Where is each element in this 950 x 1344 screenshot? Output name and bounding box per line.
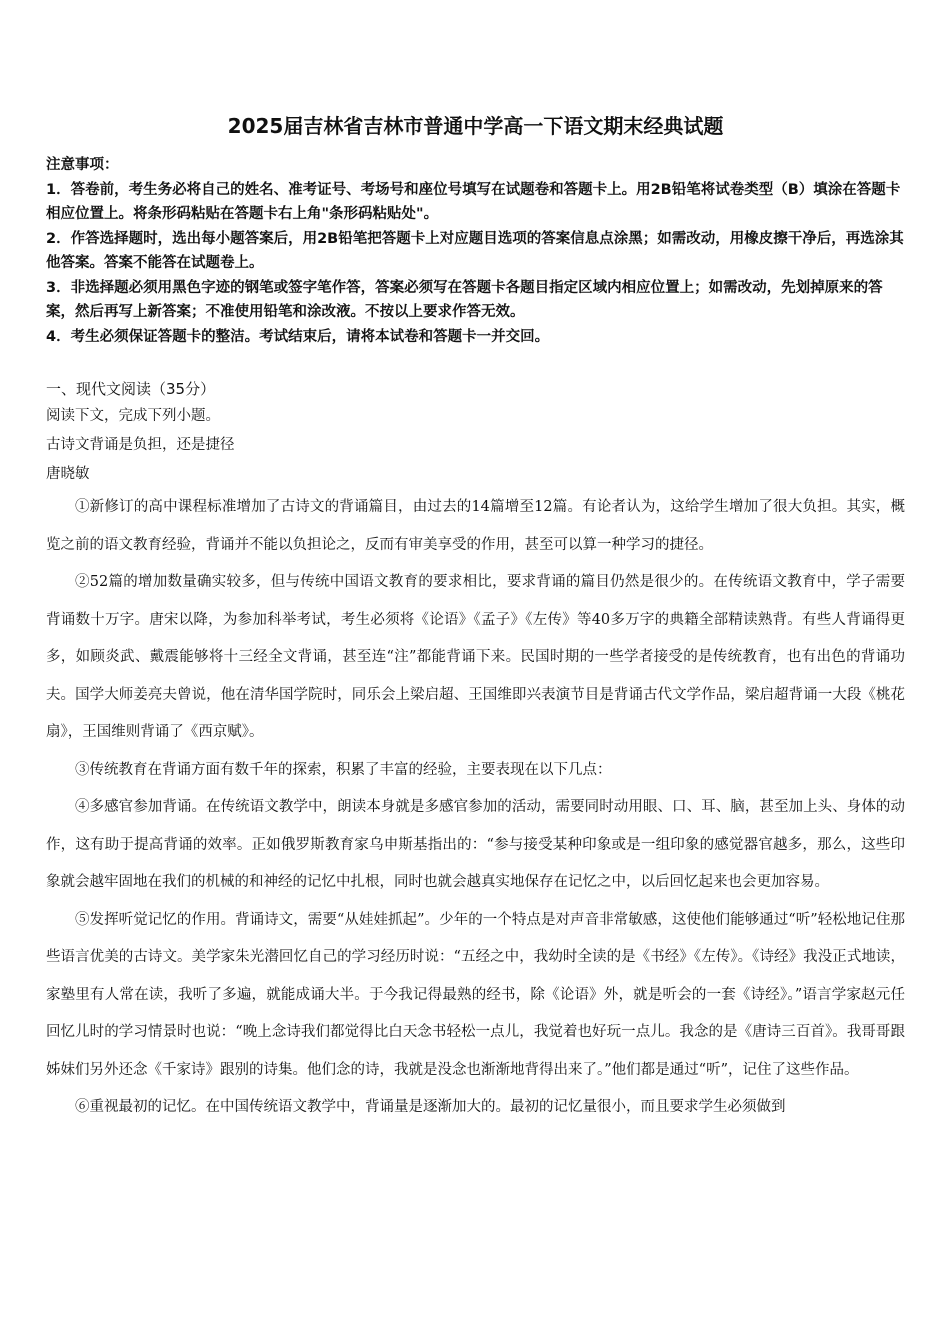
notice-item: 4．考生必须保证答题卡的整洁。考试结束后，请将本试卷和答题卡一并交回。 (46, 328, 550, 345)
article-author: 唐晓敏 (46, 466, 90, 482)
notice-item: 2．作答选择题时，选出每小题答案后，用2B铅笔把答题卡上对应题目选项的答案信息点涂黑；如需改动，用橡皮擦干净后，再选涂其他答案。答案不能答在试题卷上。 (46, 230, 904, 271)
article-paragraph: ③传统教育在背诵方面有数千年的探索，积累了丰富的经验，主要表现在以下几点： (75, 761, 612, 778)
document-title: 2025届吉林省吉林市普通中学高一下语文期末经典试题 (227, 114, 724, 138)
article-body (46, 489, 905, 1127)
notice-block (46, 153, 905, 349)
article-title: 古诗文背诵是负担，还是捷径 (46, 437, 235, 453)
article-paragraph: ⑥重视最初的记忆。在中国传统语文教学中，背诵量是逐渐加大的。最初的记忆量很小，而且要求学生必须做到 (75, 1099, 786, 1115)
notice-item: 1．答卷前，考生务必将自己的姓名、准考证号、考场号和座位号填写在试题卷和答题卡上。用2B铅笔将试卷类型（B）填涂在答题卡相应位置上。将条形码粘贴在答题卡右上角"条形码粘贴处"。 (46, 181, 901, 222)
article-paragraph: ④多感官参加背诵。在传统语文教学中，朗读本身就是多感官参加的活动，需要同时动用眼、口、耳、脑，甚至加上头、身体的动作，这有助于提高背诵的效率。正如俄罗斯教育家乌申斯基指出的：“参与接受某种印象或是一组印象的感觉器官越多，那么，这些印象就会越牢固地在我们的机械的和神经的记忆中扎根，同时也就会越真实地保存在记忆之中，以后回忆起来也会更加容易。 (46, 799, 905, 890)
article-paragraph: ⑤发挥听觉记忆的作用。背诵诗文，需要“从娃娃抓起”。少年的一个特点是对声音非常敏感，这使他们能够通过“听”轻松地记住那些语言优美的古诗文。美学家朱光潜回忆自己的学习经历时说：“五经之中，我幼时全读的是《书经》《左传》。《诗经》我没正式地读，家塾里有人常在读，我听了多遍，就能成诵大半。于今我记得最熟的经书，除《论语》外，就是听会的一套《诗经》。”语言学家赵元任回忆儿时的学习情景时也说：“晚上念诗我们都觉得比白天念书轻松一点儿，我觉着也好玩一点儿。我念的是《唐诗三百首》。我哥哥跟姊妹们另外还念《千家诗》跟别的诗集。他们念的诗，我就是没念也渐渐地背得出来了。”他们都是通过“听”，记住了这些作品。 (46, 911, 905, 1078)
notice-heading: 注意事项： (46, 157, 119, 173)
instruction-text: 阅读下文，完成下列小题。 (46, 408, 220, 424)
notice-item: 3．非选择题必须用黑色字迹的钢笔或签字笔作答，答案必须写在答题卡各题目指定区域内相应位置上；如需改动，先划掉原来的答案，然后再写上新答案；不准使用铅笔和涂改液。不按以上要求作答无效。 (46, 279, 883, 320)
article-paragraph: ①新修订的高中课程标准增加了古诗文的背诵篇目，由过去的14篇增至12篇。有论者认为，这给学生增加了很大负担。其实，概览之前的语文教育经验，背诵并不能以负担论之，反而有审美享受的作用，甚至可以算一种学习的捷径。 (46, 499, 905, 553)
article-paragraph: ②52篇的增加数量确实较多，但与传统中国语文教育的要求相比，要求背诵的篇目仍然是很少的。在传统语文教育中，学子需要背诵数十万字。唐宋以降，为参加科举考试，考生必须将《论语》《孟子》《左传》等40多万字的典籍全部精读熟背。有些人背诵得更多，如顾炎武、戴震能够将十三经全文背诵，甚至连“注”都能背诵下来。民国时期的一些学者接受的是传统教育，也有出色的背诵功夫。国学大师姜亮夫曾说，他在清华国学院时，同乐会上梁启超、王国维即兴表演节目是背诵古代文学作品，梁启超背诵一大段《桃花扇》，王国维则背诵了《西京赋》。 (46, 574, 905, 740)
article-header (46, 402, 905, 489)
section-heading: 一、现代文阅读（35分） (46, 380, 216, 398)
